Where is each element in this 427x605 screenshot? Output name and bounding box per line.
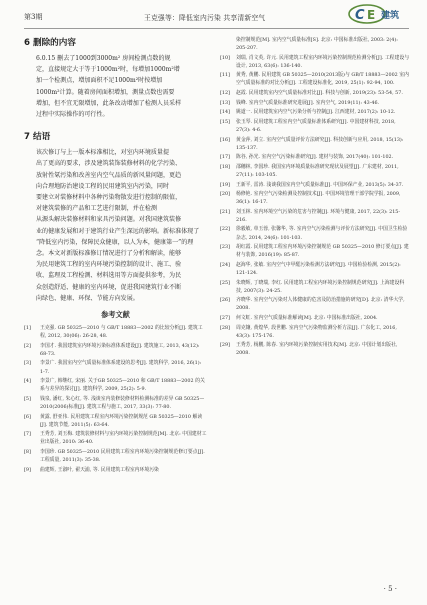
reference-item [220,163,410,179]
reference-number: [21] [220,208,230,215]
reference-number: [3] [24,360,31,367]
body-line: 向合理地防治建设工程的民用建筑室内污染，同时 [36,182,170,190]
right-column [220,36,410,359]
reference-text: 李景广. 我国室内空气质量标准体系建设的思考[J]. 建筑科学, 2016, 26(1): 1-7. [40,360,202,375]
reference-item [220,190,410,206]
body-line: 出了更高的要求，涉及建筑装饰装修材料的化学污染、 [36,160,182,168]
reference-text: 黄秀, 黄鹏. 民用建筑 GB 50325—2010(2013版)与 GB/T 18883—2002 室内空气质量标准的对比分析[J]. 工程建设标准化, 2019, 25(1): 92-94, 100. [236,72,409,87]
body-line: 为民用建筑工程的室内环境污染控制的设计、施工、验 [36,261,182,269]
issue-label: 第3期 [24,13,43,21]
reference-list-right [220,36,410,357]
section-7-title: 7 结语 [24,132,51,143]
left-column [24,36,207,475]
reference-text: 赵霞. 民用建筑室内空气质量标准对比[J]. 科技与创新, 2019(23): 53-54, 57. [236,90,403,97]
reference-text: 胡红霞. 民用建筑工程室内环境污染控制规范 GB 50325—2010 修订要点[J]. 建材与装饰, 2016(19): 85-87. [236,244,409,259]
reference-item [220,71,410,87]
reference-number: [20] [220,191,230,198]
reference-number: [5] [24,395,31,402]
reference-number: [13] [220,99,230,106]
reference-text: 张玉琴. 民用建筑工程室内空气质量标准体系研究[J]. 中国建材科技, 2018, 27(3): 4-6. [236,118,396,133]
reference-number: [28] [220,324,230,331]
reference-item [220,296,410,312]
reference-number: [11] [220,72,230,79]
reference-item [220,54,410,70]
references-title: 参考文献 [101,310,130,320]
reference-item [220,108,410,116]
reference-item [220,136,410,152]
reference-item [24,448,207,464]
reference-number: [29] [220,342,230,349]
body-line: 该次修订与上一版本标准相比，对室内环境质量提 [36,149,170,157]
reference-number: [7] [24,431,31,438]
body-line: 从源头解决装修材料和家具污染问题。对我国建筑装修 [36,216,182,224]
reference-item [24,395,207,411]
body-line: 定，直接规定大于等于1000m²时，每增加1000m²增 [36,66,180,74]
reference-item [220,261,410,277]
reference-text: 邵穗林, 李国珍. 我国室内环境质量标准研究现状及展望[J]. 广东建材, 2011, 27(11): 103-105. [236,163,399,178]
reference-item [220,243,410,259]
reference-number: [19] [220,181,230,188]
reference-number: [26] [220,297,230,304]
reference-item [220,324,410,340]
reference-item [24,342,207,358]
body-line: 对建筑装修的产品和工艺进行限制，并在检测 [36,205,157,213]
section-6-title: 6 删除的内容 [24,38,76,48]
reference-number: [25] [220,279,230,286]
reference-number: [23] [220,244,230,251]
reference-item [220,314,410,322]
reference-item [220,89,410,97]
svg-text:C: C [355,8,365,23]
reference-item [24,430,207,446]
body-line: 增加，但不宜无限增加，此条改动增加了检测人员采样 [36,99,182,107]
reference-item [24,359,207,375]
reference-text: 周克镶, 黄煌华, 段世鹏. 室内空气污染物监测分析方法[J]. 广东化工, 2016, 43(3): 175-176. [236,324,397,339]
section-7-body [24,147,207,304]
reference-list-left [24,324,207,474]
reference-item [24,413,207,429]
page-number: · 5 · [383,585,397,593]
reference-number: [4] [24,378,31,385]
reference-item [220,99,410,107]
reference-item [220,118,410,134]
reference-text: 李景广, 韩继红, 宋丽. 关于GB 50325—2010 和 GB/T 18883—2002 的关系与差异的探讨[J]. 建筑科学, 2009, 25(2): 5-9. [40,378,205,393]
reference-text: 黄金萍, 刘立. 室内空气质量评价方法研究[J]. 科技创新与应用, 2018, 15(13): 135-137. [236,136,404,151]
reference-text: 刘玉林. 室内环境空气污染的危害与控制[J]. 环境与健康, 2017, 22(3): 215-216. [236,208,401,223]
reference-text: 李国才. 我国建筑室内环境污染标准体系建设[J]. 建筑施工, 2013, 43(12): 68-73. [40,342,200,357]
reference-number: [22] [220,226,230,233]
reference-text: 赵海华, 张敏. 室内空气中甲醛污染检测方法研究[J]. 中国检验检测, 2015(2): 121-124. [236,261,401,276]
reference-number: [6] [24,413,31,420]
reference-number: [9] [24,466,31,473]
reference-text: 王秀芳, 杨鹏, 陈春. 室内环境污染控制实用技术[M]. 北京: 中国计划出版社, 2008. [236,342,398,357]
body-line: 要建立对装修材料中各种污染物散发进行控制的限值， [36,194,182,202]
reference-item [24,324,207,340]
body-line: 念。本文对新版标准修订情况进行了分析和解读，能够 [36,250,182,258]
reference-item [220,36,410,52]
reference-number: [12] [220,90,230,97]
reference-item [24,466,207,474]
reference-text: 钱泉, 潘红, 朱心红, 等. 浅谈室内装修装修材料检测标准的差异 GB 50325—2010(2006)标准[J]. 建筑工程与施工, 2017, 33(3): 77-80. [40,395,205,410]
reference-number [220,36,236,52]
body-line: 向绿色、健康、环保、节能方向发展。 [36,294,139,302]
reference-item [220,279,410,295]
body-line: 收、监理及工程检测、材料选用等方面提供参考，为民 [36,272,182,280]
journal-logo [347,3,407,25]
body-line: 业的健康发展和对于建筑行业产生深远的影响。新标准体现了 [36,227,200,235]
reference-text: 王秀芳, 刘玉梅. 建筑装修材料与室内环境污染控制规范[M]. 北京: 中国建材工业出版社, 2010: 36-40. [40,431,207,446]
running-header [24,0,409,29]
body-line: 过程中实际操作的可行性。 [36,111,109,119]
reference-text: 朱晓辉, 丁晓瑞, 李红. 民用建筑工程室内环境污染控制规范研究[J]. 上海建设科技, 2007(3): 24-25. [236,279,405,294]
reference-item [220,341,410,357]
reference-text: 杨修艳. 室内空气污染检测及控制技术[J]. 中国环境管理干部学院学报, 2009, 36(1): 16-17. [236,191,401,206]
reference-text: 王克强. GB 50325—2010 与 GB/T 18883—2002 的比较分析[J]. 建筑工程, 2012, 30(06): 26-28, 48. [40,325,203,340]
reference-text: 王新平, 雷涛. 浅谈我国室内空气质量标准[J]. 中国环保产业, 2013(5): 34-37. [236,181,404,188]
reference-text: 染控制规范[M]. 室内空气质量标准[S]. 北京: 中国标准出版社, 2003: 2(4): 205-207. [236,37,398,52]
reference-text: 何文虹. 室内空气质量标准解读[M]. 北京: 中国标准出版社, 2004. [236,314,378,321]
reference-number: [14] [220,109,230,116]
reference-text: 钱峰. 室内空气质量标准研究进展[J]. 室内空气, 2019(11): 43-46. [236,99,380,106]
reference-number: [10] [220,54,230,61]
reference-item [220,153,410,161]
reference-number: [27] [220,314,230,321]
body-line: 加一个检测点，增加面积不足1000m²时按增加 [36,77,163,85]
section-6-body [24,53,207,120]
body-line: “降低室内污染，保障民众健康，以人为本，健康第一”的理 [36,238,194,246]
logo-text: 建筑 [381,11,400,21]
reference-number: [17] [220,154,230,161]
reference-text: 姚道一. 民用建筑室内空气污染分析与控制[J]. 江西建材, 2017(2): 10-12. [236,109,396,116]
reference-number: [2] [24,342,31,349]
body-line: 众创造舒适、健康的室内环境，促进我国建筑行业不断 [36,283,182,291]
body-line: 6.0.15 删去了1000到3000m² 房间检测点数的规 [36,55,171,62]
reference-item [220,225,410,241]
reference-number: [16] [220,136,230,143]
reference-item [24,377,207,393]
reference-item [220,208,410,224]
reference-text: 黄露, 舒亚伟. 民用建筑工程室内环境污染控制规范 GB 50325—2010 解读[J]. 建筑节能, 2011(5): 63-64. [40,413,203,428]
reference-text: 刘瑞, 肖文英, 许元. 民用建筑工程室内环境污染控制规范检测分析[J]. 工程建设与设计, 2013, 63(6): 136-140. [236,54,410,69]
reference-number: [24] [220,261,230,268]
body-line: 1000m²计算。随着房间面积增加，测量点数也需要 [36,88,175,96]
reference-text: 李国珍. GB 50325—2010 民用建筑工程室内环境污染控制规范修订要点[J]. 工程质量, 2011(3): 35-38. [40,448,205,463]
running-title: 王克强等：降低室内污染 共享清新空气 [144,14,266,22]
reference-number: [18] [220,163,230,170]
reference-number: [8] [24,448,31,455]
svg-text:E: E [367,8,376,22]
reference-number: [1] [24,325,31,332]
reference-text: 曲建辉, 王淑叶, 翟天浦, 等. 民用建筑工程室内环境污染 [40,466,159,473]
reference-number: [15] [220,118,230,125]
reference-text: 徐毅敏, 单玉蓉, 张馨华, 等. 室内空气污染检测与评价方法研究[J]. 中国卫生检验杂志, 2014, 24(6): 101-103. [236,226,408,241]
body-line: 放射性氡污染和改善室内空气品质的新风量问题，更趋 [36,171,182,179]
reference-item [220,181,410,189]
reference-text: 齐晓华. 室内空气污染对人体健康的危害及防治措施的研究[D]. 北京: 清华大学, 2008. [236,297,405,312]
reference-text: 陈谷, 孙光. 室内空气污染标准研究[J]. 建材与装饰, 2017(40): 101-102. [236,154,394,161]
